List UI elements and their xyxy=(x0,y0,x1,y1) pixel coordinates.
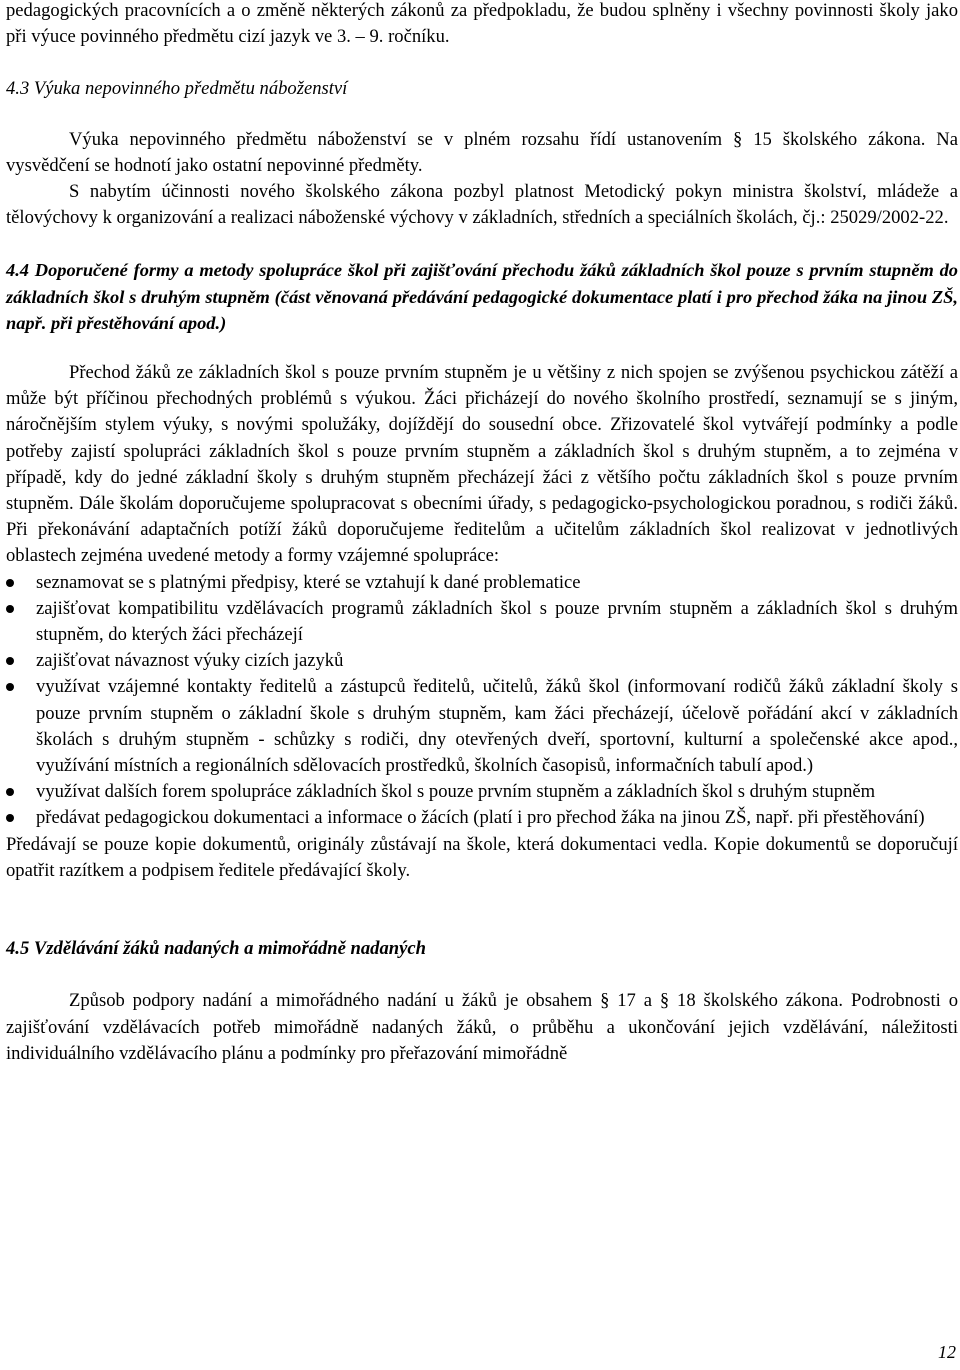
list-item: předávat pedagogickou dokumentaci a informace o žácích (platí i pro přechod žáka na jinou ZŠ, např. při přestěhování) xyxy=(6,805,958,831)
section-4-4-heading: 4.4 Doporučené formy a metody spolupráce škol při zajišťování přechodu žáků základních škol pouze s prvním stupněm do základních škol s druhým stupněm (část věnovaná předávání pedagogické dokumentace platí i pro přechod žáka na jinou ZŠ, např. při přestěhování apod.) xyxy=(6,260,958,333)
bullet-icon xyxy=(6,788,14,796)
bullet-icon xyxy=(6,605,14,613)
section-4-4-paragraph: Přechod žáků ze základních škol s pouze prvním stupněm je u většiny z nich spojen se zvýšenou psychickou zátěží a může být příčinou přechodných problémů s výukou. Žáci přicházejí do nového školního prostředí, seznamují se s jiným, náročnějším stylem výuky, s novými spolužáky, dojíždějí do sousední obce. Zřizovatelé škol vytvářejí podmínky a podle potřeby zajistí spolupráci základních škol s pouze prvním stupněm a základních škol s druhým stupněm, a to zejména v případě, kdy do jedné základní školy s druhým stupněm přecházejí žáci z většího počtu základních škol s pouze prvním stupněm. Dále školám doporučujeme spolupracovat s obecními úřady, s pedagogicko-psychologickou poradnou, s rodiči žáků. Při překonávání adaptačních potíží žáků doporučujeme ředitelům a učitelům základních škol realizovat v jednotlivých oblastech zejména uvedené metody a formy vzájemné spolupráce: xyxy=(6,362,958,567)
list-item: seznamovat se s platnými předpisy, které se vztahují k dané problematice xyxy=(6,570,958,596)
section-4-5-paragraph: Způsob podpory nadání a mimořádného nadání u žáků je obsahem § 17 a § 18 školského zákona. Podrobnosti o zajišťování vzdělávacích potřeb mimořádně nadaných žáků, o průběhu a ukončování jejich vzdělávání, náležitosti individuálního vzdělávacího plánu a podmínky pro přeřazování mimořádně xyxy=(6,990,958,1064)
top-paragraph: pedagogických pracovnících a o změně některých zákonů za předpokladu, že budou splněny i všechny povinnosti školy jako při výuce povinného předmětu cizí jazyk ve 3. – 9. ročníku. xyxy=(6,0,958,48)
bullet-icon xyxy=(6,579,14,587)
section-4-3-paragraph-1: Výuka nepovinného předmětu náboženství se v plném rozsahu řídí ustanovením § 15 školského zákona. Na vysvědčení se hodnotí jako ostatní nepovinné předměty. xyxy=(6,128,958,176)
cooperation-list xyxy=(6,570,958,832)
document-page xyxy=(6,0,958,1067)
section-4-4-closing: Předávají se pouze kopie dokumentů, originály zůstávají na škole, která dokumentaci vedla. Kopie dokumentů se doporučují opatřit razítkem a podpisem ředitele předávající školy. xyxy=(6,833,958,881)
list-item: zajišťovat návaznost výuky cizích jazyků xyxy=(6,648,958,674)
section-4-5-heading: 4.5 Vzdělávání žáků nadaných a mimořádně nadaných xyxy=(6,938,426,960)
list-item: využívat dalších forem spolupráce základních škol s pouze prvním stupněm a základních škol s druhým stupněm xyxy=(6,779,958,805)
bullet-icon xyxy=(6,814,14,822)
page-number: 12 xyxy=(938,1342,956,1362)
list-item: využívat vzájemné kontakty ředitelů a zástupců ředitelů, učitelů, žáků škol (informovaní rodičů žáků základní školy s pouze prvním stupněm o základní škole s druhým stupněm, kam žáci přecházejí, účelově pořádání akcí v základních školách s druhým stupněm - schůzky s rodiči, dny otevřených dveří, sportovní, kulturní a společenské akce apod., využívání místních a regionálních sdělovacích prostředků, školních časopisů, informačních tabulí apod.) xyxy=(6,674,958,779)
section-4-3-heading: 4.3 Výuka nepovinného předmětu náboženství xyxy=(6,78,348,100)
section-4-3-paragraph-2: S nabytím účinnosti nového školského zákona pozbyl platnost Metodický pokyn ministra školství, mládeže a tělovýchovy k organizování a realizaci náboženské výchovy v základních, středních a speciálních školách, čj.: 25029/2002-22. xyxy=(6,181,958,229)
list-item: zajišťovat kompatibilitu vzdělávacích programů základních škol s pouze prvním stupněm a základních škol s druhým stupněm, do kterých žáci přecházejí xyxy=(6,596,958,648)
bullet-icon xyxy=(6,683,14,691)
bullet-icon xyxy=(6,657,14,665)
